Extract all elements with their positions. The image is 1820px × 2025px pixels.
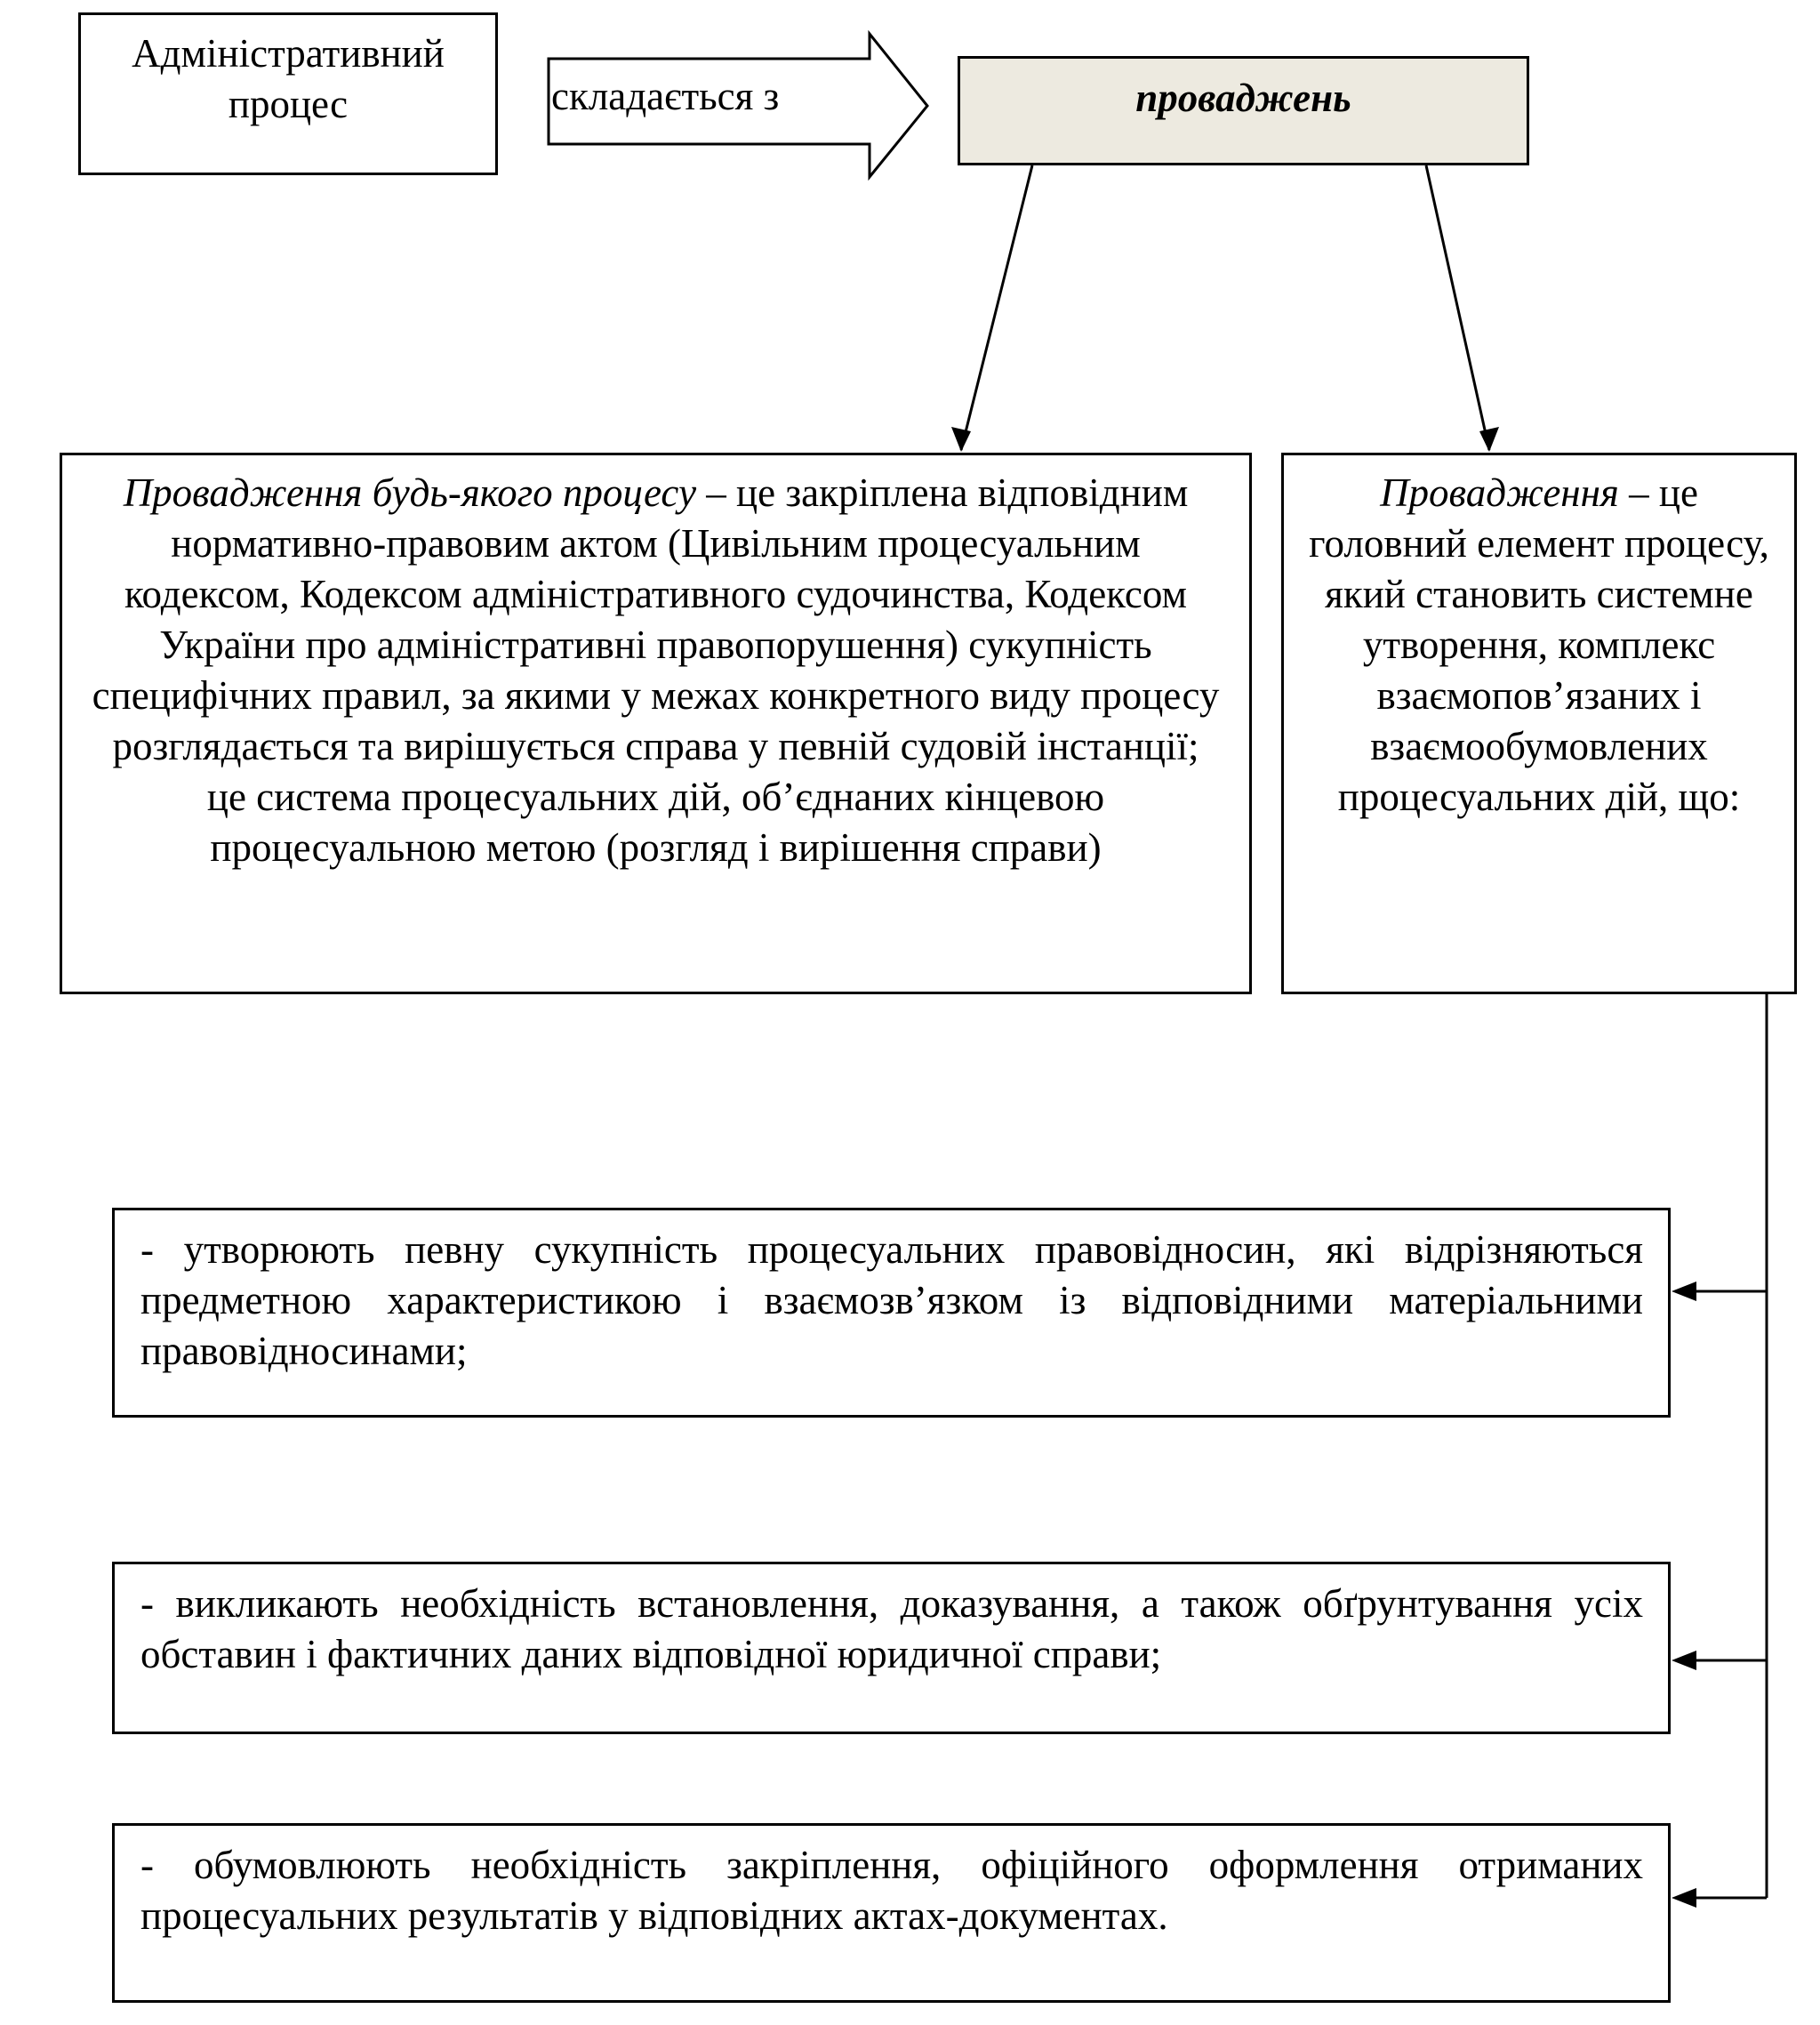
definition-right-term: Провадження [1380,470,1619,515]
definition-right-text [1291,468,1787,823]
arrow-to-left-definition [961,165,1032,450]
process-title: Адміністративний процес [132,31,445,126]
item-text-1: - утворюють певну сукупність процесуальних правовідносин, які відрізняються предметною характеристикою і взаємозв’язком із відповідними матеріальними правовідносинами; [140,1227,1643,1373]
relation-label: складається з [551,74,780,118]
proceedings-title: проваджень [1135,76,1351,120]
definition-left-term: Провадження будь-якого процесу [123,470,697,515]
arrowhead-item-1 [1672,1282,1696,1301]
item-text-3: - обумовлюють необхідність закріплення, офіційного оформлення отриманих процесуальних результатів у відповідних актах-документах. [140,1843,1643,1938]
arrowhead-right-definition [1479,427,1499,452]
definition-left-body: – це закріплена відповідним нормативно-правовим актом (Цивільним процесуальним кодексом, Кодексом адміністративного судочинства, Кодексом України про адміністративні правопорушення) сукупність специфічних правил, за якими у межах конкретного виду процесу розглядається та вирішується справа у певній судовій інстанції; це система процесуальних дій, об’єднаних кінцевою процесуальною метою (розгляд і вирішення справи) [92,470,1220,870]
arrowhead-item-2 [1672,1651,1696,1670]
definition-right-body: – це головний елемент процесу, який становить системне утворення, комплекс взаємопов’язаних і взаємообумовлених процесуальних дій, що: [1309,470,1769,819]
arrowhead-item-3 [1672,1888,1696,1908]
definition-left-text [89,468,1223,873]
arrow-to-right-definition [1426,165,1489,450]
arrowhead-left-definition [951,427,971,452]
item-text-2: - викликають необхідність встановлення, доказування, а також обґрунтування усіх обставин і фактичних даних відповідної юридичної справи; [140,1581,1643,1676]
